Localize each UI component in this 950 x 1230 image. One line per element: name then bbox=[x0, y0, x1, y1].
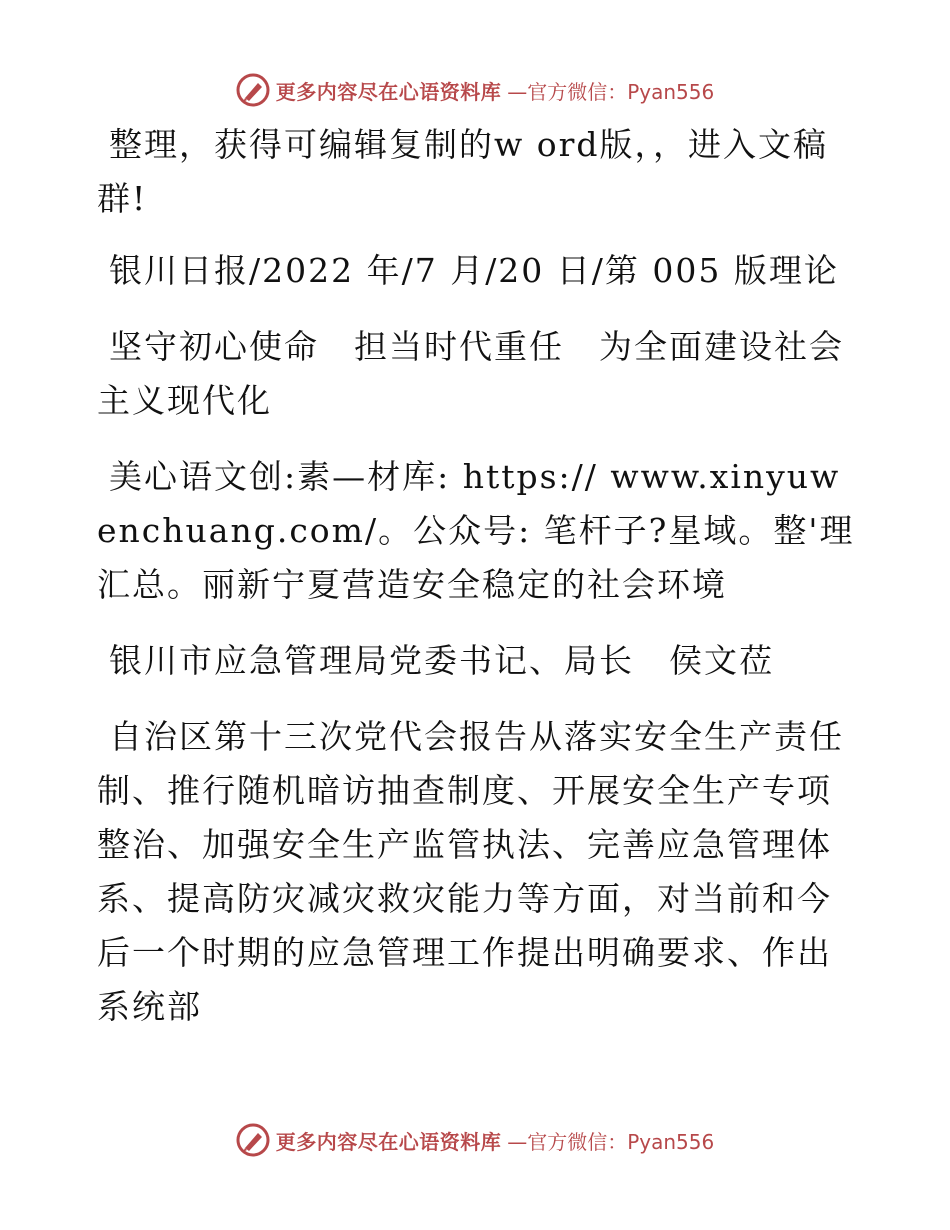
footer-slogan: 更多内容尽在心语资料库 bbox=[275, 1129, 502, 1154]
document-body bbox=[97, 118, 857, 1056]
footer-wechat: —官方微信：Pyan556 bbox=[507, 1129, 715, 1154]
pen-logo-icon bbox=[236, 73, 270, 107]
paragraph-intro: 整理，获得可编辑复制的w ord版，，进入文稿群! bbox=[97, 125, 829, 218]
paragraph-title: 坚守初心使命 担当时代重任 为全面建设社会主义现代化 bbox=[97, 327, 844, 420]
header-slogan: 更多内容尽在心语资料库 bbox=[275, 79, 502, 104]
header-banner bbox=[0, 70, 950, 110]
pen-logo-icon bbox=[236, 1123, 270, 1157]
header-wechat: —官方微信：Pyan556 bbox=[507, 79, 715, 104]
paragraph-body: 自治区第十三次党代会报告从落实安全生产责任制、推行随机暗访抽查制度、开展安全生产专项整治、加强安全生产监管执法、完善应急管理体系、提高防灾减灾救灾能力等方面，对当前和今后一个时期的应急管理工作提出明确要求、作出系统部 bbox=[97, 717, 844, 1026]
paragraph-watermark-text: 美心语文创:素—材库: https:// www.xinyuwenchuang.com/。公众号: 笔杆子?星域。整'理汇总。丽新宁夏营造安全稳定的社会环境 bbox=[97, 457, 855, 604]
paragraph-source: 银川日报/2022 年/7 月/20 日/第 005 版理论 bbox=[109, 251, 839, 290]
paragraph-author: 银川市应急管理局党委书记、局长 侯文莅 bbox=[109, 641, 774, 680]
footer-banner bbox=[0, 1120, 950, 1160]
